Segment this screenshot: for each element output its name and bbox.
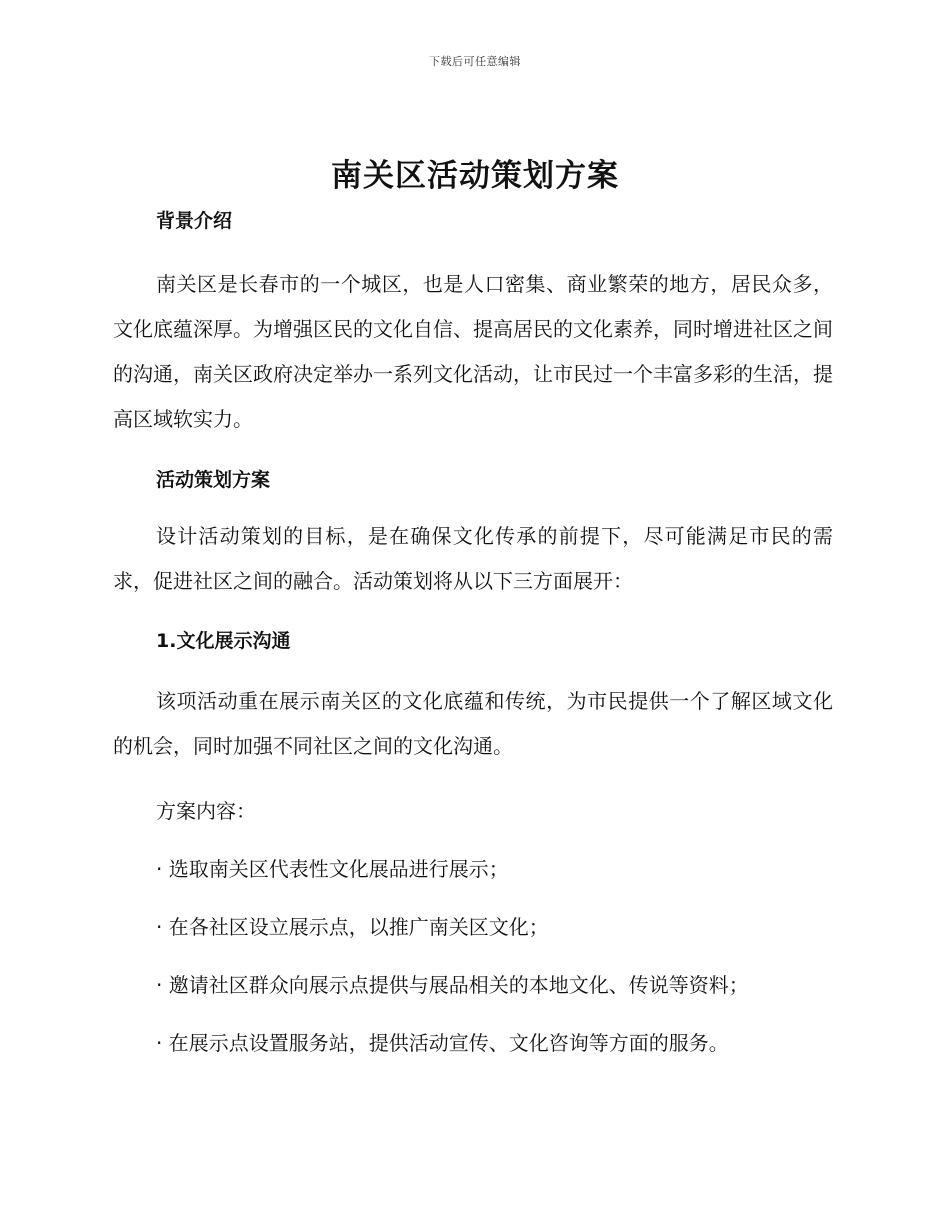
- paragraph-culture-exchange: 该项活动重在展示南关区的文化底蕴和传统，为市民提供一个了解区域文化的机会，同时加强不同社区之间的文化沟通。: [113, 689, 833, 758]
- section-heading-plan: 活动策划方案: [156, 469, 271, 491]
- list-item: · 在展示点设置服务站，提供活动宣传、文化咨询等方面的服务。: [156, 1031, 729, 1055]
- header-note: 下载后可任意编辑: [429, 55, 521, 68]
- document-body: [113, 203, 833, 1058]
- document-title: 南关区活动策划方案: [331, 158, 619, 194]
- list-item: · 选取南关区代表性文化展品进行展示；: [156, 857, 509, 881]
- list-item: · 邀请社区群众向展示点提供与展品相关的本地文化、传说等资料；: [156, 973, 749, 997]
- content-label: 方案内容：: [156, 799, 256, 823]
- paragraph-background: 南关区是长春市的一个城区，也是人口密集、商业繁荣的地方，居民众多，文化底蕴深厚。为增强区民的文化自信、提高居民的文化素养，同时增进社区之间的沟通，南关区政府决定举办一系列文化活动，让市民过一个丰富多彩的生活，提高区域软实力。: [113, 272, 833, 431]
- list-item: · 在各社区设立展示点，以推广南关区文化；: [156, 915, 549, 939]
- section-heading-background: 背景介绍: [156, 210, 233, 232]
- paragraph-plan: 设计活动策划的目标，是在确保文化传承的前提下，尽可能满足市民的需求，促进社区之间的融合。活动策划将从以下三方面展开：: [113, 524, 833, 593]
- section-heading-culture-exchange: 1.文化展示沟通: [156, 630, 291, 652]
